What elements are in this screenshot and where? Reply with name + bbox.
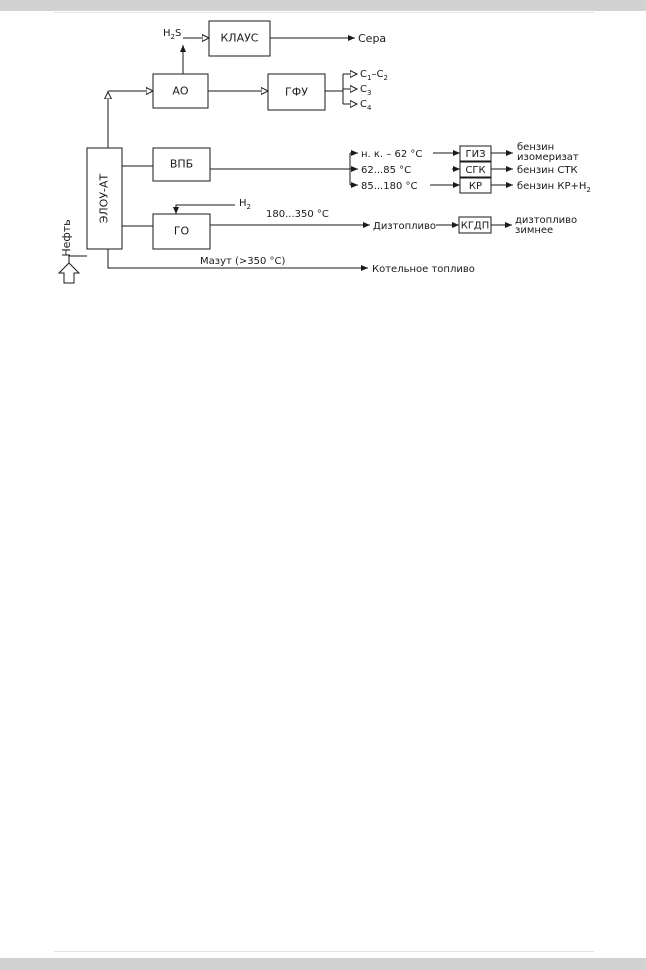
giz-product-line1: бензин (517, 142, 555, 153)
go-label: ГО (173, 224, 190, 238)
fraction-3-label: 85...180 °C (361, 181, 418, 192)
kgdp-product-line1: дизтопливо (515, 215, 578, 226)
diesel-label: Дизтопливо (373, 221, 437, 232)
kr-product-label: бензин $КР+H_2$ (517, 181, 591, 194)
ao-label: АО (172, 84, 189, 98)
sulfur-label: Сера (358, 32, 387, 45)
oil-input-arrow (59, 263, 79, 283)
giz-label: ГИЗ (465, 149, 486, 160)
fraction-2-label: 62...85 °C (361, 165, 412, 176)
bottom-page-bar (0, 958, 646, 970)
line-h2-to-go (176, 205, 235, 214)
kr-label: КР (468, 181, 483, 192)
giz-product-line2: изомеризат (517, 152, 579, 163)
elou-at-label: ЭЛОУ-АТ (97, 173, 111, 224)
oil-label: Нефть (60, 219, 73, 257)
boiler-fuel-label: Котельное топливо (372, 264, 475, 275)
sgk-product-label: бензин СТК (517, 165, 578, 176)
fraction-1-label: н. к. – 62 °C (361, 149, 423, 160)
diesel-range-label: 180...350 °C (266, 209, 329, 220)
vpb-label: ВПБ (169, 157, 194, 171)
kgdp-label: КГДП (460, 220, 490, 232)
claus-label: КЛАУС (220, 31, 259, 45)
sgk-label: СГК (465, 165, 486, 176)
c4-label: $C_4$ (360, 99, 372, 112)
c3-label: $C_3$ (360, 84, 372, 97)
h2-label: $H_2$ (239, 198, 251, 211)
kgdp-product-line2: зимнее (515, 225, 554, 236)
bottom-rule (54, 951, 594, 952)
c1-c2-label: $C_1-C_2$ (360, 69, 388, 82)
gfu-label: ГФУ (285, 85, 308, 99)
h2s-label: $H_2S$ (163, 28, 182, 41)
mazut-label: Мазут (>350 °C) (200, 256, 286, 267)
